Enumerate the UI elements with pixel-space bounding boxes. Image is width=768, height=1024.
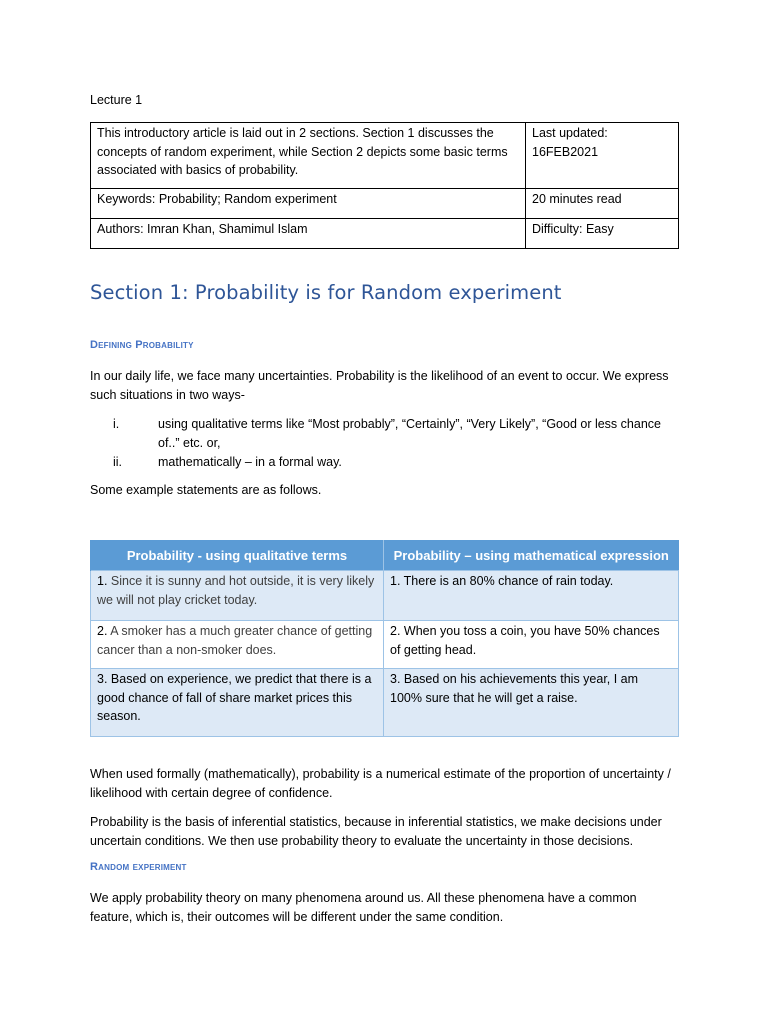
table-row bbox=[91, 621, 679, 669]
ways-list bbox=[90, 415, 678, 472]
meta-keywords-cell: Keywords: Probability; Random experiment bbox=[91, 189, 526, 219]
list-item-number: i. bbox=[113, 417, 120, 431]
paragraph-examples-intro: Some example statements are as follows. bbox=[90, 483, 322, 497]
examples-header-row bbox=[91, 540, 679, 571]
lecture-label: Lecture 1 bbox=[90, 93, 143, 107]
qualitative-cell bbox=[91, 621, 384, 669]
qualitative-cell bbox=[91, 571, 384, 621]
mathematical-cell: 3. Based on his achievements this year, I am 100% sure that he will get a raise. bbox=[384, 669, 679, 737]
header-qualitative: Probability - using qualitative terms bbox=[91, 540, 384, 571]
paragraph-intro: In our daily life, we face many uncertainties. Probability is the likelihood of an event to occur. We express such situations in two ways- bbox=[90, 369, 669, 402]
paragraph-formal-definition: When used formally (mathematically), probability is a numerical estimate of the proportion of uncertainty / likelihood with certain degree of confidence. bbox=[90, 767, 671, 800]
subheading-defining-probability: Defining Probability bbox=[90, 339, 194, 351]
list-item-text: mathematically – in a formal way. bbox=[158, 455, 342, 469]
qualitative-text: A smoker has a much greater chance of getting cancer than a non-smoker does. bbox=[97, 624, 373, 657]
header-mathematical: Probability – using mathematical expression bbox=[384, 540, 679, 571]
row-number: 1. bbox=[97, 574, 108, 588]
list-item bbox=[90, 415, 678, 453]
paragraph-inferential-statistics: Probability is the basis of inferential statistics, because in inferential statistics, we make decisions under uncertain conditions. We then use probability theory to evaluate the uncertainty in those decisions. bbox=[90, 815, 662, 848]
meta-authors-cell: Authors: Imran Khan, Shamimul Islam bbox=[91, 219, 526, 249]
row-number: 3. bbox=[97, 672, 108, 686]
qualitative-text: Since it is sunny and hot outside, it is very likely we will not play cricket today. bbox=[97, 574, 375, 607]
examples-table bbox=[90, 540, 679, 737]
meta-intro-cell: This introductory article is laid out in 2 sections. Section 1 discusses the concepts of random experiment, while Section 2 depicts some basic terms associated with basics of probability. bbox=[91, 123, 526, 189]
mathematical-cell: 1. There is an 80% chance of rain today. bbox=[384, 571, 679, 621]
subheading-random-experiment: Random experiment bbox=[90, 861, 187, 873]
paragraph-random-experiment: We apply probability theory on many phenomena around us. All these phenomena have a common feature, which is, their outcomes will be different under the same condition. bbox=[90, 891, 637, 924]
table-row bbox=[91, 571, 679, 621]
list-item-text: using qualitative terms like “Most probably”, “Certainly”, “Very Likely”, “Good or less chance of..” etc. or, bbox=[158, 417, 661, 450]
row-number: 2. bbox=[97, 624, 108, 638]
list-item-number: ii. bbox=[113, 455, 123, 469]
meta-row-intro bbox=[91, 123, 679, 189]
section-title: Section 1: Probability is for Random experiment bbox=[90, 281, 562, 304]
last-updated-value: 16FEB2021 bbox=[532, 144, 599, 159]
mathematical-cell: 2. When you toss a coin, you have 50% chances of getting head. bbox=[384, 621, 679, 669]
meta-row-authors bbox=[91, 219, 679, 249]
meta-difficulty-cell: Difficulty: Easy bbox=[526, 219, 679, 249]
list-item bbox=[90, 453, 678, 472]
table-row bbox=[91, 669, 679, 737]
qualitative-cell bbox=[91, 669, 384, 737]
meta-row-keywords bbox=[91, 189, 679, 219]
qualitative-text: Based on experience, we predict that there is a good chance of fall of share market prices this season. bbox=[97, 672, 372, 723]
meta-read-time-cell: 20 minutes read bbox=[526, 189, 679, 219]
article-meta-table bbox=[90, 122, 679, 249]
meta-last-updated-cell bbox=[526, 123, 679, 189]
last-updated-label: Last updated: bbox=[532, 126, 608, 140]
